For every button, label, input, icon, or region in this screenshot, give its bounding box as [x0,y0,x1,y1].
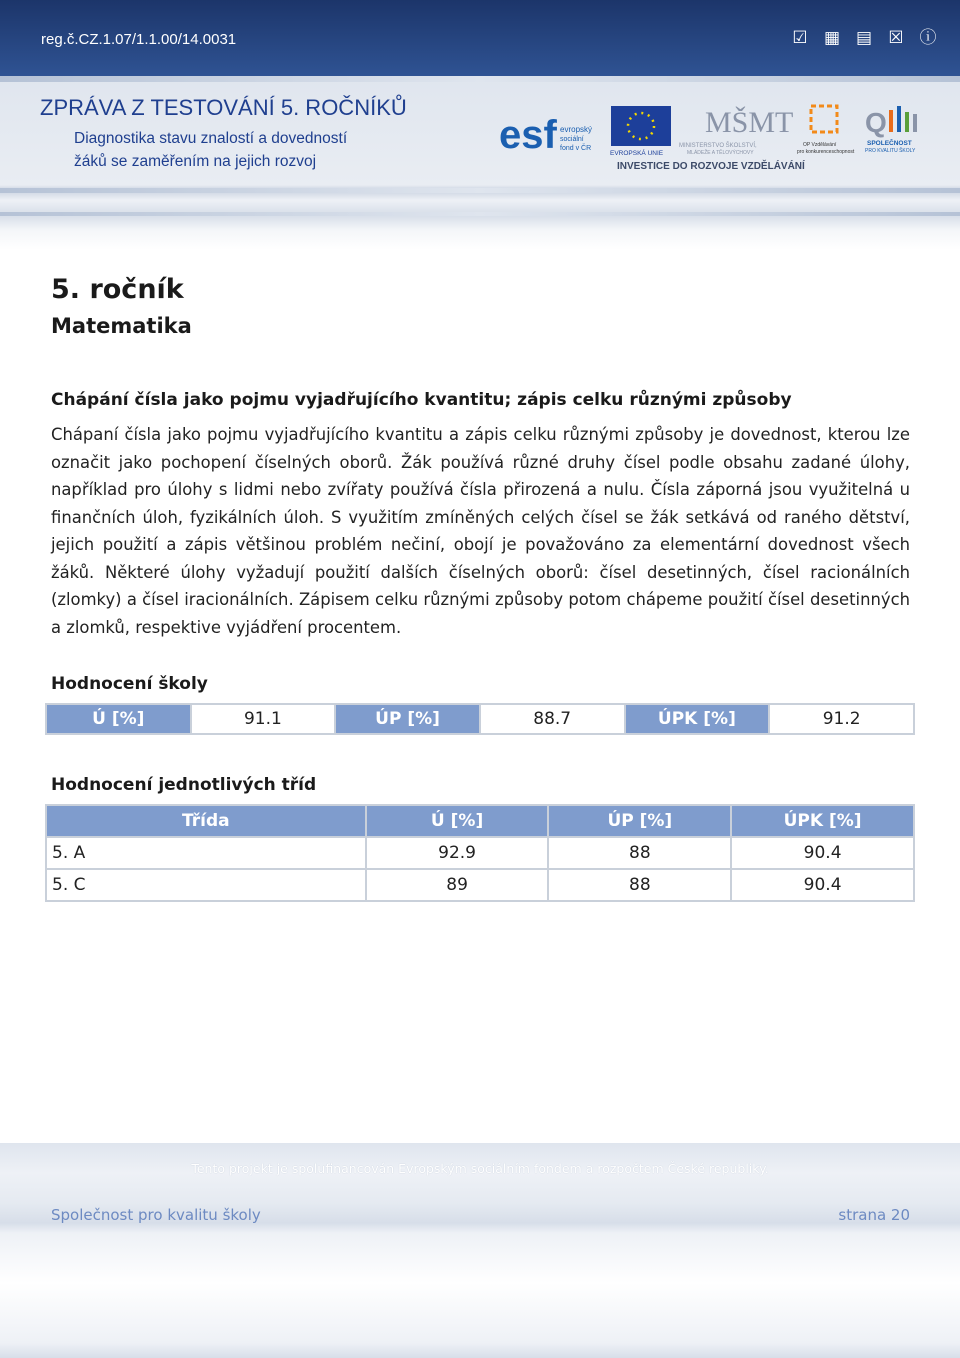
report-subtitle-line1: Diagnostika stavu znalostí a dovedností [74,130,348,147]
op-logo [797,106,855,155]
svg-text:pro konkurenceschopnost: pro konkurenceschopnost [797,149,855,155]
svg-text:SPOLEČNOST: SPOLEČNOST [867,140,912,147]
svg-text:OP Vzdělávání: OP Vzdělávání [803,142,837,148]
funding-note: Tento projekt je spolufinancován Evropským sociálním fondem a rozpočtem České republiky. [191,1161,769,1176]
info-icon[interactable]: ⓘ [919,28,937,48]
table-header-row [46,805,914,837]
report-title: ZPRÁVA Z TESTOVÁNÍ 5. ROČNÍKŮ [40,95,407,120]
topic-description: Chápaní čísla jako pojmu vyjadřujícího kvantitu a zápis celku různými způsoby je dovednost, kterou lze označit jako pochopení číselných oborů. Žák používá různé druhy čísel podle obsahu zadané úlohy, například pro úlohy s lidmi nebo zvířaty používá čísla přirozená a nulu. Čísla záporná jsou využitelná u finančních úloh, fyzikálních úloh. S využitím zmíněných celých čísel se žák setkává od raného dětství, jejich použití a zápis většinou problém nečiní, obojí je považováno za elementární dovednost všech žáků. Některé úlohy vyžadují použití dalších číselných oborů: čísel desetinných, čísel racionálních (zlomky) a čísel iracionálních. Zápisem celku různými způsoby potom chápeme použití čísel desetinných a zlomků, respektive vyjádření procentem. [51,425,910,637]
class-u-value: 92.9 [366,837,549,869]
svg-text:fond v ČR: fond v ČR [560,145,592,152]
svg-text:Q: Q [865,107,887,138]
chart-icon[interactable]: ▦ [823,28,841,48]
svg-text:PRO KVALITU ŠKOLY: PRO KVALITU ŠKOLY [865,148,916,154]
subject-heading: Matematika [51,314,192,338]
school-up-value: 88.7 [480,704,625,734]
class-up-value: 88 [548,869,731,901]
class-upk-value: 90.4 [731,869,914,901]
class-name: 5. C [46,869,366,901]
eu-flag-logo [610,106,671,157]
document-icon[interactable]: ▤ [855,28,873,48]
table-row [46,704,914,734]
table-row [46,869,914,901]
grade-heading: 5. ročník [51,274,184,305]
svg-text:MLÁDEŽE A TĚLOVÝCHOVY: MLÁDEŽE A TĚLOVÝCHOVY [687,150,754,156]
school-u-label: Ú [%] [46,704,191,734]
msmt-logo [679,106,793,156]
school-up-label: ÚP [%] [335,704,480,734]
header-stripe-lower [0,188,960,193]
registration-number: reg.č.CZ.1.07/1.1.00/14.0031 [41,31,237,48]
check-icon[interactable]: ☑ [792,28,808,48]
class-upk-value: 90.4 [731,837,914,869]
report-subtitle-line2: žáků se zaměřením na jejich rozvoj [74,153,317,170]
toolbar-icons [790,28,938,48]
topic-heading: Chápání čísla jako pojmu vyjadřujícího kvantitu; zápis celku různými způsoby [51,390,792,410]
class-evaluation-table [45,804,915,902]
school-upk-value: 91.2 [769,704,914,734]
header-stripe [0,76,960,82]
header-upk: ÚPK [%] [731,805,914,837]
class-up-value: 88 [548,837,731,869]
sks-logo [865,106,917,154]
footer-organization: Společnost pro kvalitu školy [51,1206,261,1224]
close-icon[interactable]: ☒ [888,28,904,48]
sponsor-logos [497,96,937,176]
header-stripe-lower2 [0,212,960,216]
investment-tagline: INVESTICE DO ROZVOJE VZDĚLÁVÁNÍ [617,161,805,172]
class-u-value: 89 [366,869,549,901]
class-evaluation-label: Hodnocení jednotlivých tříd [51,775,317,795]
svg-text:sociální: sociální [560,136,584,143]
svg-text:evropský: evropský [560,125,593,134]
table-row [46,837,914,869]
page-header [0,0,960,250]
header-up: ÚP [%] [548,805,731,837]
school-evaluation-label: Hodnocení školy [51,674,208,694]
svg-text:EVROPSKÁ UNIE: EVROPSKÁ UNIE [610,150,664,157]
school-u-value: 91.1 [191,704,336,734]
page-number: strana 20 [838,1206,910,1224]
svg-text:esf: esf [499,113,557,157]
header-class: Třída [46,805,366,837]
top-bar [0,0,960,76]
header-u: Ú [%] [366,805,549,837]
esf-logo [499,113,592,157]
class-name: 5. A [46,837,366,869]
svg-text:MINISTERSTVO ŠKOLSTVÍ,: MINISTERSTVO ŠKOLSTVÍ, [679,143,757,149]
school-evaluation-table [45,703,915,735]
school-upk-label: ÚPK [%] [625,704,770,734]
svg-text:MŠMT: MŠMT [705,106,794,139]
